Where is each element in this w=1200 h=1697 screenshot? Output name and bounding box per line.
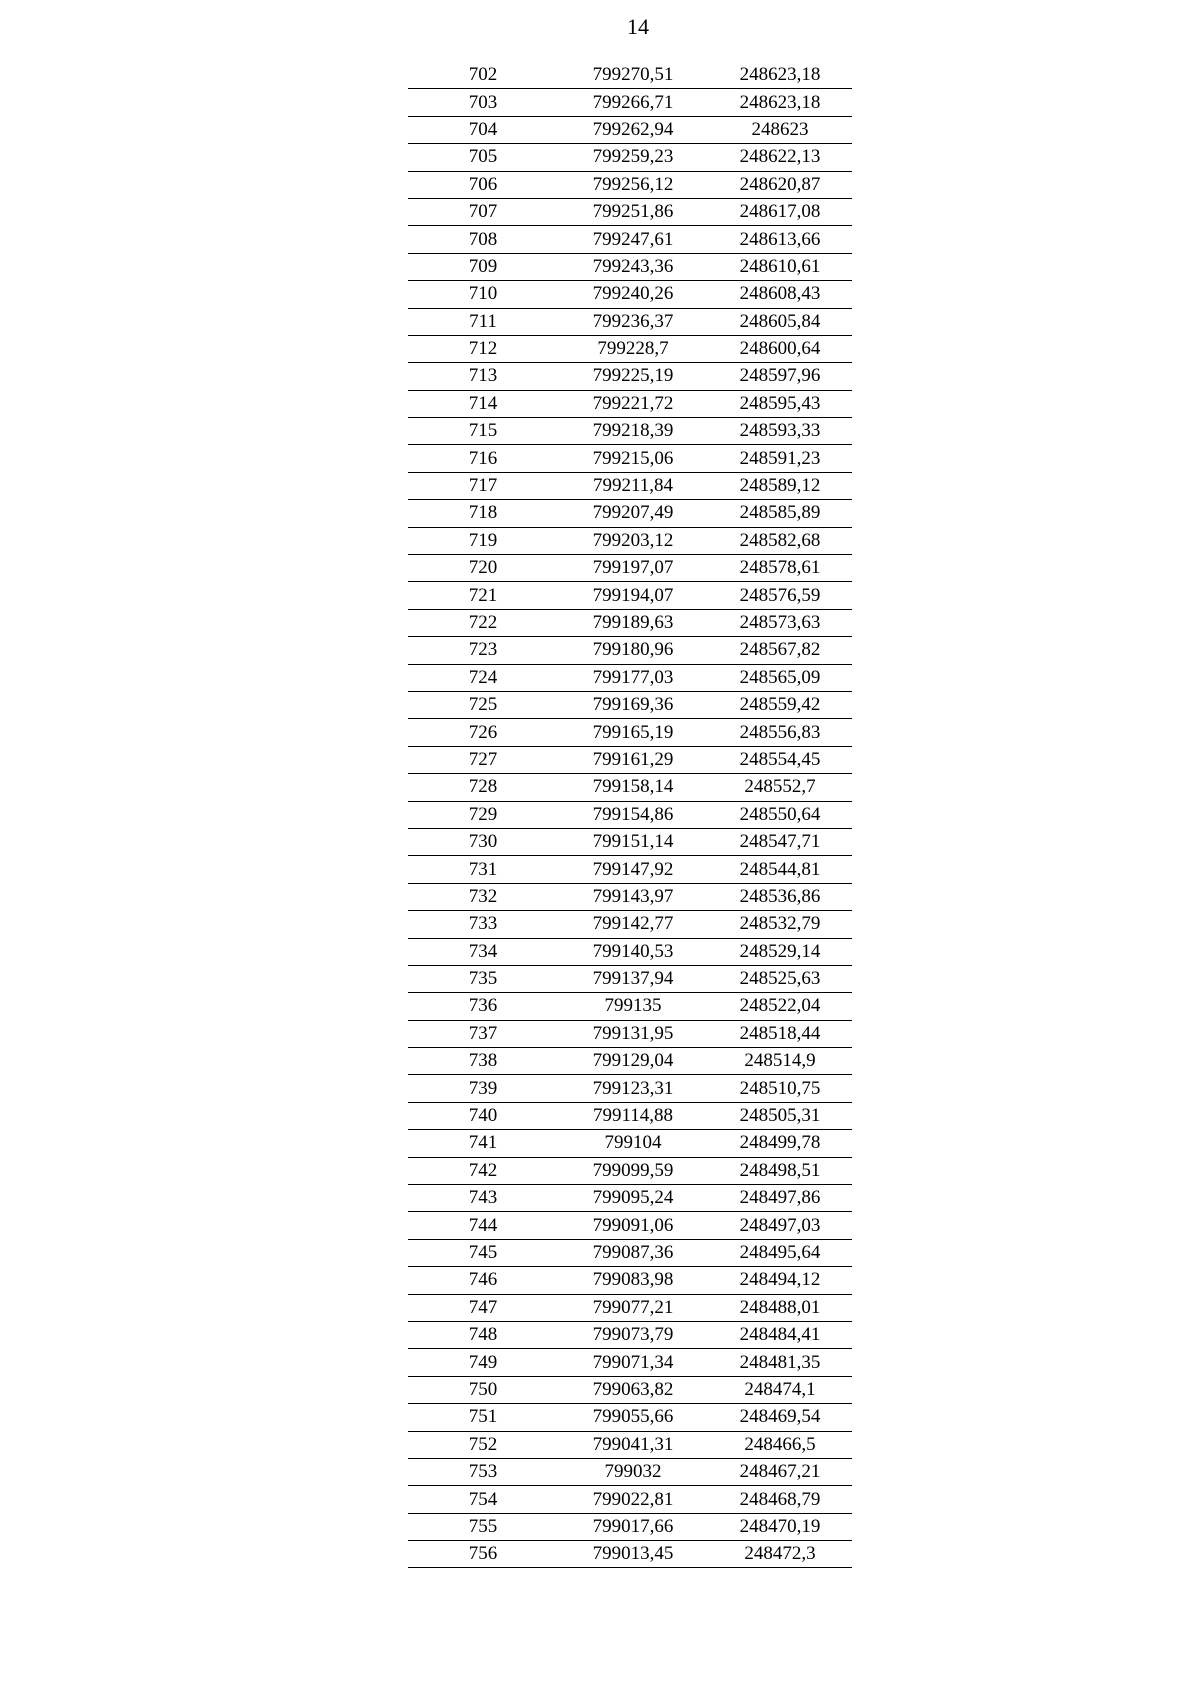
y-coordinate-cell: 248623,18 <box>708 89 852 116</box>
table-row <box>408 472 852 499</box>
x-coordinate-cell: 799243,36 <box>558 253 708 280</box>
x-coordinate-cell: 799087,36 <box>558 1239 708 1266</box>
y-coordinate-cell: 248610,61 <box>708 253 852 280</box>
y-coordinate-cell: 248547,71 <box>708 828 852 855</box>
x-coordinate-cell: 799221,72 <box>558 390 708 417</box>
point-number-cell: 733 <box>408 911 558 938</box>
y-coordinate-cell: 248573,63 <box>708 609 852 636</box>
y-coordinate-cell: 248472,3 <box>708 1541 852 1568</box>
point-number-cell: 735 <box>408 965 558 992</box>
y-coordinate-cell: 248474,1 <box>708 1376 852 1403</box>
x-coordinate-cell: 799073,79 <box>558 1321 708 1348</box>
x-coordinate-cell: 799203,12 <box>558 527 708 554</box>
table-row <box>408 144 852 171</box>
table-row <box>408 1102 852 1129</box>
point-number-cell: 728 <box>408 774 558 801</box>
x-coordinate-cell: 799215,06 <box>558 445 708 472</box>
y-coordinate-cell: 248494,12 <box>708 1267 852 1294</box>
y-coordinate-cell: 248497,03 <box>708 1212 852 1239</box>
point-number-cell: 725 <box>408 691 558 718</box>
point-number-cell: 729 <box>408 801 558 828</box>
y-coordinate-cell: 248613,66 <box>708 226 852 253</box>
point-number-cell: 753 <box>408 1458 558 1485</box>
table-row <box>408 746 852 773</box>
point-number-cell: 749 <box>408 1349 558 1376</box>
x-coordinate-cell: 799123,31 <box>558 1075 708 1102</box>
y-coordinate-cell: 248498,51 <box>708 1157 852 1184</box>
y-coordinate-cell: 248559,42 <box>708 691 852 718</box>
x-coordinate-cell: 799095,24 <box>558 1185 708 1212</box>
table-row <box>408 993 852 1020</box>
table-row <box>408 774 852 801</box>
x-coordinate-cell: 799129,04 <box>558 1048 708 1075</box>
table-row <box>408 801 852 828</box>
point-number-cell: 703 <box>408 89 558 116</box>
point-number-cell: 747 <box>408 1294 558 1321</box>
point-number-cell: 750 <box>408 1376 558 1403</box>
y-coordinate-cell: 248593,33 <box>708 418 852 445</box>
y-coordinate-cell: 248600,64 <box>708 335 852 362</box>
y-coordinate-cell: 248497,86 <box>708 1185 852 1212</box>
x-coordinate-cell: 799017,66 <box>558 1513 708 1540</box>
x-coordinate-cell: 799259,23 <box>558 144 708 171</box>
y-coordinate-cell: 248582,68 <box>708 527 852 554</box>
x-coordinate-cell: 799131,95 <box>558 1020 708 1047</box>
table-row <box>408 965 852 992</box>
point-number-cell: 705 <box>408 144 558 171</box>
table-row <box>408 1048 852 1075</box>
table-row <box>408 555 852 582</box>
x-coordinate-cell: 799137,94 <box>558 965 708 992</box>
table-row <box>408 308 852 335</box>
x-coordinate-cell: 799135 <box>558 993 708 1020</box>
x-coordinate-cell: 799022,81 <box>558 1486 708 1513</box>
y-coordinate-cell: 248620,87 <box>708 171 852 198</box>
point-number-cell: 755 <box>408 1513 558 1540</box>
table-row <box>408 62 852 89</box>
table-row <box>408 1321 852 1348</box>
y-coordinate-cell: 248467,21 <box>708 1458 852 1485</box>
table-row <box>408 609 852 636</box>
x-coordinate-cell: 799180,96 <box>558 637 708 664</box>
y-coordinate-cell: 248622,13 <box>708 144 852 171</box>
y-coordinate-cell: 248529,14 <box>708 938 852 965</box>
point-number-cell: 715 <box>408 418 558 445</box>
x-coordinate-cell: 799041,31 <box>558 1431 708 1458</box>
point-number-cell: 743 <box>408 1185 558 1212</box>
table-row <box>408 1020 852 1047</box>
table-row <box>408 883 852 910</box>
page-number: 14 <box>627 14 649 39</box>
table-row <box>408 1431 852 1458</box>
y-coordinate-cell: 248468,79 <box>708 1486 852 1513</box>
table-row <box>408 171 852 198</box>
table-row <box>408 1294 852 1321</box>
table-row <box>408 911 852 938</box>
y-coordinate-cell: 248567,82 <box>708 637 852 664</box>
table-row <box>408 445 852 472</box>
point-number-cell: 708 <box>408 226 558 253</box>
y-coordinate-cell: 248505,31 <box>708 1102 852 1129</box>
point-number-cell: 736 <box>408 993 558 1020</box>
table-row <box>408 363 852 390</box>
point-number-cell: 740 <box>408 1102 558 1129</box>
table-row <box>408 1541 852 1568</box>
x-coordinate-cell: 799142,77 <box>558 911 708 938</box>
y-coordinate-cell: 248576,59 <box>708 582 852 609</box>
table-row <box>408 527 852 554</box>
x-coordinate-cell: 799104 <box>558 1130 708 1157</box>
point-number-cell: 713 <box>408 363 558 390</box>
y-coordinate-cell: 248510,75 <box>708 1075 852 1102</box>
table-row <box>408 198 852 225</box>
x-coordinate-cell: 799083,98 <box>558 1267 708 1294</box>
y-coordinate-cell: 248469,54 <box>708 1404 852 1431</box>
x-coordinate-cell: 799251,86 <box>558 198 708 225</box>
table-row <box>408 719 852 746</box>
table-row <box>408 253 852 280</box>
point-number-cell: 709 <box>408 253 558 280</box>
point-number-cell: 745 <box>408 1239 558 1266</box>
x-coordinate-cell: 799140,53 <box>558 938 708 965</box>
table-row <box>408 582 852 609</box>
x-coordinate-cell: 799154,86 <box>558 801 708 828</box>
y-coordinate-cell: 248597,96 <box>708 363 852 390</box>
x-coordinate-cell: 799165,19 <box>558 719 708 746</box>
table-row <box>408 1349 852 1376</box>
x-coordinate-cell: 799147,92 <box>558 856 708 883</box>
y-coordinate-cell: 248589,12 <box>708 472 852 499</box>
table-row <box>408 664 852 691</box>
y-coordinate-cell: 248617,08 <box>708 198 852 225</box>
point-number-cell: 710 <box>408 281 558 308</box>
y-coordinate-cell: 248544,81 <box>708 856 852 883</box>
x-coordinate-cell: 799211,84 <box>558 472 708 499</box>
point-number-cell: 731 <box>408 856 558 883</box>
x-coordinate-cell: 799091,06 <box>558 1212 708 1239</box>
point-number-cell: 721 <box>408 582 558 609</box>
x-coordinate-cell: 799077,21 <box>558 1294 708 1321</box>
point-number-cell: 748 <box>408 1321 558 1348</box>
point-number-cell: 722 <box>408 609 558 636</box>
point-number-cell: 754 <box>408 1486 558 1513</box>
point-number-cell: 702 <box>408 62 558 89</box>
point-number-cell: 738 <box>408 1048 558 1075</box>
x-coordinate-cell: 799151,14 <box>558 828 708 855</box>
y-coordinate-cell: 248522,04 <box>708 993 852 1020</box>
table-row <box>408 1513 852 1540</box>
point-number-cell: 724 <box>408 664 558 691</box>
point-number-cell: 726 <box>408 719 558 746</box>
x-coordinate-cell: 799207,49 <box>558 500 708 527</box>
y-coordinate-cell: 248623 <box>708 116 852 143</box>
y-coordinate-cell: 248518,44 <box>708 1020 852 1047</box>
point-number-cell: 739 <box>408 1075 558 1102</box>
x-coordinate-cell: 799013,45 <box>558 1541 708 1568</box>
x-coordinate-cell: 799218,39 <box>558 418 708 445</box>
coordinates-table-body <box>408 62 852 1568</box>
y-coordinate-cell: 248470,19 <box>708 1513 852 1540</box>
y-coordinate-cell: 248466,5 <box>708 1431 852 1458</box>
table-row <box>408 390 852 417</box>
point-number-cell: 741 <box>408 1130 558 1157</box>
point-number-cell: 714 <box>408 390 558 417</box>
point-number-cell: 718 <box>408 500 558 527</box>
y-coordinate-cell: 248484,41 <box>708 1321 852 1348</box>
point-number-cell: 751 <box>408 1404 558 1431</box>
table-row <box>408 1376 852 1403</box>
x-coordinate-cell: 799161,29 <box>558 746 708 773</box>
table-row <box>408 856 852 883</box>
x-coordinate-cell: 799228,7 <box>558 335 708 362</box>
x-coordinate-cell: 799143,97 <box>558 883 708 910</box>
table-row <box>408 1075 852 1102</box>
y-coordinate-cell: 248554,45 <box>708 746 852 773</box>
x-coordinate-cell: 799256,12 <box>558 171 708 198</box>
point-number-cell: 704 <box>408 116 558 143</box>
x-coordinate-cell: 799189,63 <box>558 609 708 636</box>
y-coordinate-cell: 248536,86 <box>708 883 852 910</box>
point-number-cell: 723 <box>408 637 558 664</box>
y-coordinate-cell: 248495,64 <box>708 1239 852 1266</box>
x-coordinate-cell: 799197,07 <box>558 555 708 582</box>
x-coordinate-cell: 799114,88 <box>558 1102 708 1129</box>
point-number-cell: 744 <box>408 1212 558 1239</box>
y-coordinate-cell: 248623,18 <box>708 62 852 89</box>
table-row <box>408 1185 852 1212</box>
x-coordinate-cell: 799169,36 <box>558 691 708 718</box>
table-row <box>408 226 852 253</box>
table-row <box>408 938 852 965</box>
table-row <box>408 1157 852 1184</box>
y-coordinate-cell: 248550,64 <box>708 801 852 828</box>
y-coordinate-cell: 248499,78 <box>708 1130 852 1157</box>
point-number-cell: 730 <box>408 828 558 855</box>
point-number-cell: 737 <box>408 1020 558 1047</box>
table-row <box>408 1486 852 1513</box>
table-row <box>408 1212 852 1239</box>
x-coordinate-cell: 799194,07 <box>558 582 708 609</box>
x-coordinate-cell: 799071,34 <box>558 1349 708 1376</box>
y-coordinate-cell: 248605,84 <box>708 308 852 335</box>
y-coordinate-cell: 248556,83 <box>708 719 852 746</box>
point-number-cell: 746 <box>408 1267 558 1294</box>
point-number-cell: 711 <box>408 308 558 335</box>
x-coordinate-cell: 799225,19 <box>558 363 708 390</box>
point-number-cell: 719 <box>408 527 558 554</box>
point-number-cell: 716 <box>408 445 558 472</box>
table-row <box>408 116 852 143</box>
y-coordinate-cell: 248525,63 <box>708 965 852 992</box>
x-coordinate-cell: 799177,03 <box>558 664 708 691</box>
y-coordinate-cell: 248578,61 <box>708 555 852 582</box>
table-row <box>408 1239 852 1266</box>
point-number-cell: 732 <box>408 883 558 910</box>
point-number-cell: 727 <box>408 746 558 773</box>
table-row <box>408 691 852 718</box>
table-row <box>408 500 852 527</box>
table-row <box>408 335 852 362</box>
x-coordinate-cell: 799236,37 <box>558 308 708 335</box>
table-row <box>408 281 852 308</box>
point-number-cell: 756 <box>408 1541 558 1568</box>
point-number-cell: 752 <box>408 1431 558 1458</box>
x-coordinate-cell: 799247,61 <box>558 226 708 253</box>
x-coordinate-cell: 799055,66 <box>558 1404 708 1431</box>
x-coordinate-cell: 799240,26 <box>558 281 708 308</box>
y-coordinate-cell: 248514,9 <box>708 1048 852 1075</box>
x-coordinate-cell: 799262,94 <box>558 116 708 143</box>
x-coordinate-cell: 799063,82 <box>558 1376 708 1403</box>
point-number-cell: 706 <box>408 171 558 198</box>
table-row <box>408 89 852 116</box>
point-number-cell: 717 <box>408 472 558 499</box>
y-coordinate-cell: 248552,7 <box>708 774 852 801</box>
point-number-cell: 712 <box>408 335 558 362</box>
table-row <box>408 418 852 445</box>
y-coordinate-cell: 248595,43 <box>708 390 852 417</box>
table-row <box>408 1404 852 1431</box>
y-coordinate-cell: 248608,43 <box>708 281 852 308</box>
point-number-cell: 720 <box>408 555 558 582</box>
coordinates-table <box>408 62 852 1568</box>
point-number-cell: 734 <box>408 938 558 965</box>
table-row <box>408 828 852 855</box>
x-coordinate-cell: 799032 <box>558 1458 708 1485</box>
y-coordinate-cell: 248488,01 <box>708 1294 852 1321</box>
table-row <box>408 637 852 664</box>
x-coordinate-cell: 799266,71 <box>558 89 708 116</box>
table-row <box>408 1458 852 1485</box>
y-coordinate-cell: 248585,89 <box>708 500 852 527</box>
table-row <box>408 1130 852 1157</box>
y-coordinate-cell: 248565,09 <box>708 664 852 691</box>
point-number-cell: 707 <box>408 198 558 225</box>
x-coordinate-cell: 799099,59 <box>558 1157 708 1184</box>
point-number-cell: 742 <box>408 1157 558 1184</box>
y-coordinate-cell: 248591,23 <box>708 445 852 472</box>
table-row <box>408 1267 852 1294</box>
x-coordinate-cell: 799270,51 <box>558 62 708 89</box>
x-coordinate-cell: 799158,14 <box>558 774 708 801</box>
y-coordinate-cell: 248481,35 <box>708 1349 852 1376</box>
y-coordinate-cell: 248532,79 <box>708 911 852 938</box>
